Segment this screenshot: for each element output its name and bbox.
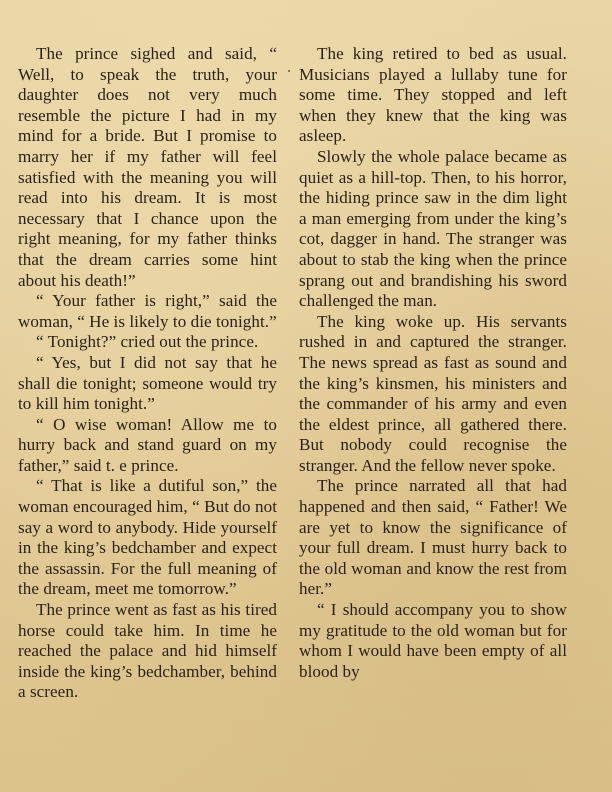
left-text-column <box>18 44 277 703</box>
paragraph: The prince went as fast as his tired horse could take him. In time he reached the palace and hid himself inside the king’s bedchamber, behind a screen. <box>18 600 277 702</box>
paragraph: “ I should accompany you to show my gratitude to the old woman but for whom I would have been empty of all blood by <box>299 600 567 681</box>
paragraph: The prince sighed and said, “ Well, to speak the truth, your daughter does not very much resemble the picture I had in my mind for a bride. But I promise to marry her if my father will feel satisfied with the meaning you will read into his dream. It is most necessary that I chance upon the right meaning, for my father thinks that the dream carries some hint about his death!” <box>18 44 277 290</box>
paragraph: The prince narrated all that had happened and then said, “ Father! We are yet to know the significance of your full dream. I must hurry back to the old woman and know the rest from her.” <box>299 476 567 599</box>
paragraph: “ Yes, but I did not say that he shall die tonight; someone would try to kill him tonight.” <box>18 352 277 414</box>
paragraph: “ O wise woman! Allow me to hurry back and stand guard on my father,” said t. e prince. <box>18 414 277 475</box>
paragraph: The king retired to bed as usual. Musicians played a lullaby tune for some time. They stopped and left when they knew that the king was asleep. <box>299 44 567 146</box>
paragraph: The king woke up. His servants rushed in and captured the stranger. The news spread as fast as sound and the king’s kinsmen, his ministers and the commander of his army and even the eldest prince, all gathered there. But nobody could recognise the stranger. And the fellow never spoke. <box>299 311 567 475</box>
paragraph: “ Tonight?” cried out the prince. <box>36 332 259 352</box>
paragraph: Slowly the whole palace became as quiet as a hill-top. Then, to his horror, the hiding prince saw in the dim light a man emerging from under the king’s cot, dagger in hand. The stranger was about to stab the king when the prince sprang out and brandishing his sword challenged the man. <box>299 146 567 311</box>
right-text-column <box>299 44 567 682</box>
column-gutter-speck <box>288 70 290 72</box>
paragraph: “ That is like a dutiful son,” the woman encouraged him, “ But do not say a word to anybody. Hide yourself in the king’s bedchamber and expect the assassin. For the full meaning of the dream, meet me tomorrow.” <box>18 476 277 599</box>
paragraph: “ Your father is right,” said the woman, “ He is likely to die tonight.” <box>18 291 277 331</box>
